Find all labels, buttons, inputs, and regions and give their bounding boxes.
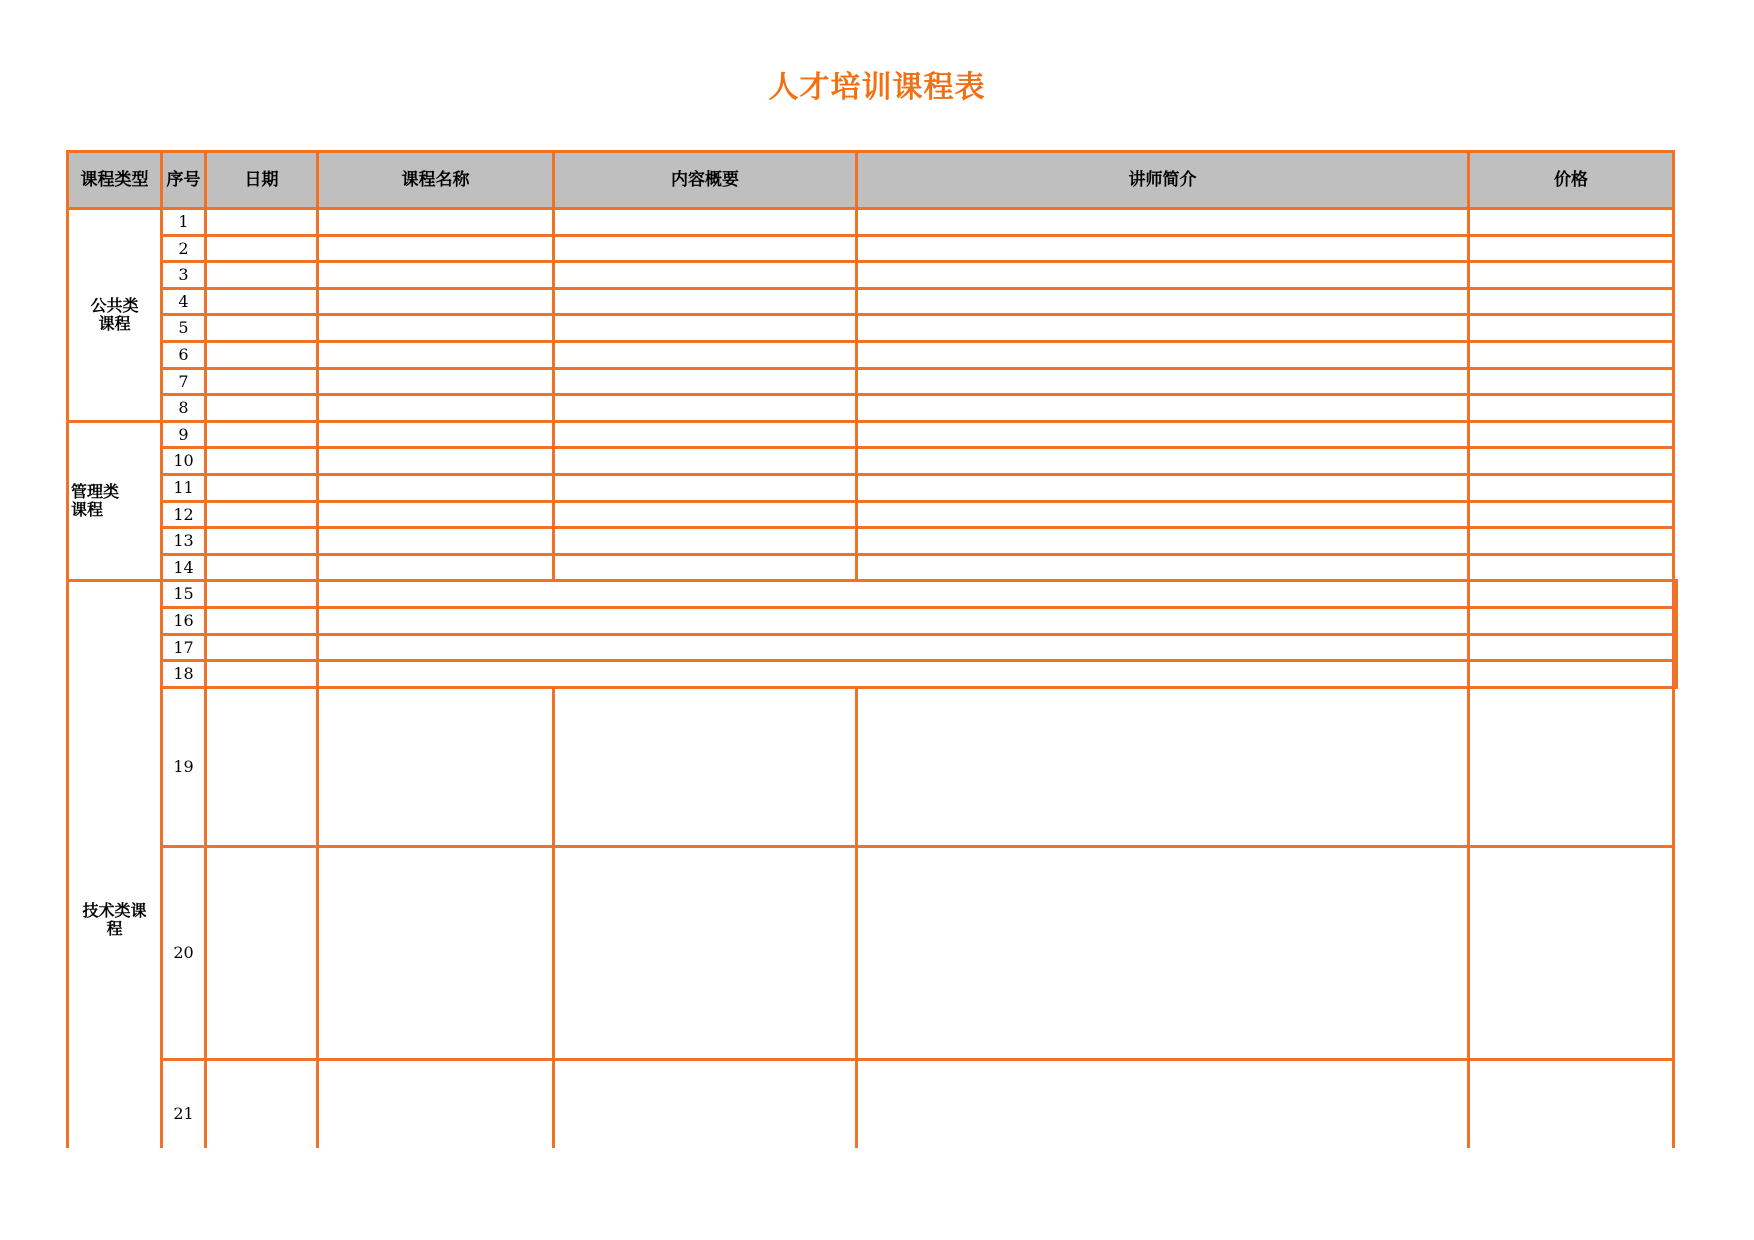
summary-cell[interactable] — [554, 528, 857, 555]
course-name-cell[interactable] — [318, 421, 554, 448]
lecturer-cell[interactable] — [857, 288, 1469, 315]
course-name-cell[interactable] — [318, 501, 554, 528]
merged-name-summary-cell[interactable] — [318, 634, 1469, 661]
group-management-cell[interactable] — [68, 421, 162, 581]
summary-cell[interactable] — [554, 687, 857, 846]
summary-cell[interactable] — [554, 474, 857, 501]
seq-cell[interactable]: 20 — [162, 846, 206, 1059]
summary-cell[interactable] — [554, 235, 857, 262]
table-row-tall — [68, 1059, 1677, 1148]
seq-cell[interactable]: 6 — [162, 341, 206, 368]
price-cell[interactable] — [1469, 262, 1674, 289]
date-cell[interactable] — [206, 607, 318, 634]
summary-cell[interactable] — [554, 368, 857, 395]
lecturer-cell[interactable] — [1469, 581, 1674, 608]
course-table — [66, 150, 1678, 1148]
course-name-cell[interactable] — [318, 262, 554, 289]
seq-cell[interactable]: 1 — [162, 209, 206, 236]
seq-cell[interactable]: 3 — [162, 262, 206, 289]
course-name-cell[interactable] — [318, 528, 554, 555]
summary-cell[interactable] — [554, 421, 857, 448]
group-technical-cell[interactable] — [68, 581, 162, 1148]
date-cell[interactable] — [206, 421, 318, 448]
date-cell[interactable] — [206, 368, 318, 395]
course-name-cell[interactable] — [318, 341, 554, 368]
summary-cell[interactable] — [554, 448, 857, 475]
table-row — [68, 501, 1677, 528]
summary-cell[interactable] — [554, 315, 857, 342]
seq-cell[interactable]: 5 — [162, 315, 206, 342]
table-row — [68, 368, 1677, 395]
header-row — [68, 152, 1677, 209]
table-row — [68, 209, 1677, 236]
lecturer-cell[interactable] — [857, 474, 1469, 501]
price-cell[interactable] — [1469, 209, 1674, 236]
date-cell[interactable] — [206, 1059, 318, 1148]
lecturer-cell[interactable] — [857, 235, 1469, 262]
price-cell[interactable] — [1469, 846, 1674, 1059]
summary-cell[interactable] — [554, 554, 857, 581]
price-cell[interactable] — [1469, 687, 1674, 846]
seq-cell[interactable]: 9 — [162, 421, 206, 448]
merged-name-summary-cell[interactable] — [318, 607, 1469, 634]
lecturer-cell[interactable] — [1469, 607, 1674, 634]
summary-cell[interactable] — [554, 395, 857, 422]
course-name-cell[interactable] — [318, 209, 554, 236]
seq-cell[interactable]: 10 — [162, 448, 206, 475]
date-cell[interactable] — [206, 262, 318, 289]
summary-cell[interactable] — [554, 1059, 857, 1148]
table-row — [68, 421, 1677, 448]
lecturer-cell[interactable] — [857, 448, 1469, 475]
price-cell[interactable] — [1469, 288, 1674, 315]
summary-cell[interactable] — [554, 846, 857, 1059]
table-row — [68, 341, 1677, 368]
price-cell[interactable] — [1674, 634, 1677, 661]
price-cell[interactable] — [1469, 341, 1674, 368]
group-technical-label: 技术类课 程 — [82, 901, 147, 938]
seq-cell[interactable]: 4 — [162, 288, 206, 315]
summary-cell[interactable] — [554, 501, 857, 528]
price-cell[interactable] — [1469, 395, 1674, 422]
table-row — [68, 581, 1677, 608]
table-row-tall — [68, 846, 1677, 1059]
date-cell[interactable] — [206, 288, 318, 315]
group-management-label: 管理类 课程 — [71, 482, 120, 520]
course-name-cell[interactable] — [318, 1059, 554, 1148]
lecturer-cell[interactable] — [857, 846, 1469, 1059]
seq-cell[interactable]: 14 — [162, 554, 206, 581]
table-row-tall — [68, 687, 1677, 846]
lecturer-cell[interactable] — [857, 1059, 1469, 1148]
summary-cell[interactable] — [554, 288, 857, 315]
header-course-type[interactable]: 课程类型 — [68, 152, 162, 209]
price-cell[interactable] — [1469, 554, 1674, 581]
header-price[interactable]: 价格 — [1469, 152, 1674, 209]
date-cell[interactable] — [206, 448, 318, 475]
table-row — [68, 262, 1677, 289]
date-cell[interactable] — [206, 846, 318, 1059]
seq-cell[interactable]: 16 — [162, 607, 206, 634]
table-row — [68, 448, 1677, 475]
group-public-cell[interactable] — [68, 209, 162, 422]
table-row — [68, 474, 1677, 501]
table-row — [68, 554, 1677, 581]
seq-cell[interactable]: 11 — [162, 474, 206, 501]
date-cell[interactable] — [206, 687, 318, 846]
course-name-cell[interactable] — [318, 235, 554, 262]
date-cell[interactable] — [206, 528, 318, 555]
lecturer-cell[interactable] — [857, 554, 1469, 581]
seq-cell[interactable]: 2 — [162, 235, 206, 262]
price-cell[interactable] — [1674, 581, 1677, 608]
date-cell[interactable] — [206, 501, 318, 528]
table-row — [68, 315, 1677, 342]
course-name-cell[interactable] — [318, 448, 554, 475]
course-name-cell[interactable] — [318, 846, 554, 1059]
date-cell[interactable] — [206, 474, 318, 501]
course-name-cell[interactable] — [318, 554, 554, 581]
lecturer-cell[interactable] — [857, 341, 1469, 368]
seq-cell[interactable]: 19 — [162, 687, 206, 846]
table-row — [68, 528, 1677, 555]
seq-cell[interactable]: 18 — [162, 661, 206, 688]
lecturer-cell[interactable] — [857, 395, 1469, 422]
course-name-cell[interactable] — [318, 474, 554, 501]
course-name-cell[interactable] — [318, 288, 554, 315]
date-cell[interactable] — [206, 581, 318, 608]
date-cell[interactable] — [206, 554, 318, 581]
table-row — [68, 235, 1677, 262]
lecturer-cell[interactable] — [857, 501, 1469, 528]
course-name-cell[interactable] — [318, 395, 554, 422]
seq-cell[interactable]: 15 — [162, 581, 206, 608]
header-summary[interactable]: 内容概要 — [554, 152, 857, 209]
price-cell[interactable] — [1674, 607, 1677, 634]
table-row — [68, 395, 1677, 422]
course-name-cell[interactable] — [318, 315, 554, 342]
date-cell[interactable] — [206, 341, 318, 368]
price-cell[interactable] — [1469, 1059, 1674, 1148]
table-row — [68, 661, 1677, 688]
seq-cell[interactable]: 8 — [162, 395, 206, 422]
lecturer-cell[interactable] — [857, 209, 1469, 236]
lecturer-cell[interactable] — [857, 368, 1469, 395]
date-cell[interactable] — [206, 634, 318, 661]
seq-cell[interactable]: 13 — [162, 528, 206, 555]
header-seq[interactable]: 序号 — [162, 152, 206, 209]
price-cell[interactable] — [1469, 421, 1674, 448]
merged-name-summary-cell[interactable] — [318, 581, 1469, 608]
lecturer-cell[interactable] — [1469, 634, 1674, 661]
seq-cell[interactable]: 17 — [162, 634, 206, 661]
seq-cell[interactable]: 12 — [162, 501, 206, 528]
lecturer-cell[interactable] — [857, 421, 1469, 448]
table-row — [68, 634, 1677, 661]
header-lecturer[interactable]: 讲师简介 — [857, 152, 1469, 209]
price-cell[interactable] — [1469, 315, 1674, 342]
lecturer-cell[interactable] — [857, 528, 1469, 555]
lecturer-cell[interactable] — [857, 687, 1469, 846]
date-cell[interactable] — [206, 235, 318, 262]
spreadsheet-area — [66, 150, 1678, 1148]
lecturer-cell[interactable] — [857, 315, 1469, 342]
lecturer-cell[interactable] — [1469, 661, 1674, 688]
price-cell[interactable] — [1469, 368, 1674, 395]
date-cell[interactable] — [206, 661, 318, 688]
price-cell[interactable] — [1469, 474, 1674, 501]
table-row — [68, 288, 1677, 315]
header-course-name[interactable]: 课程名称 — [318, 152, 554, 209]
header-date[interactable]: 日期 — [206, 152, 318, 209]
course-name-cell[interactable] — [318, 368, 554, 395]
price-cell[interactable] — [1469, 501, 1674, 528]
date-cell[interactable] — [206, 395, 318, 422]
summary-cell[interactable] — [554, 341, 857, 368]
page-title: 人才培训课程表 — [768, 70, 986, 105]
price-cell[interactable] — [1674, 661, 1677, 688]
lecturer-cell[interactable] — [857, 262, 1469, 289]
seq-cell[interactable]: 21 — [162, 1059, 206, 1148]
price-cell[interactable] — [1469, 448, 1674, 475]
group-public-label: 公共类 课程 — [90, 296, 139, 333]
price-cell[interactable] — [1469, 528, 1674, 555]
price-cell[interactable] — [1469, 235, 1674, 262]
seq-cell[interactable]: 7 — [162, 368, 206, 395]
date-cell[interactable] — [206, 315, 318, 342]
summary-cell[interactable] — [554, 209, 857, 236]
course-name-cell[interactable] — [318, 687, 554, 846]
table-row — [68, 607, 1677, 634]
date-cell[interactable] — [206, 209, 318, 236]
summary-cell[interactable] — [554, 262, 857, 289]
merged-name-summary-cell[interactable] — [318, 661, 1469, 688]
